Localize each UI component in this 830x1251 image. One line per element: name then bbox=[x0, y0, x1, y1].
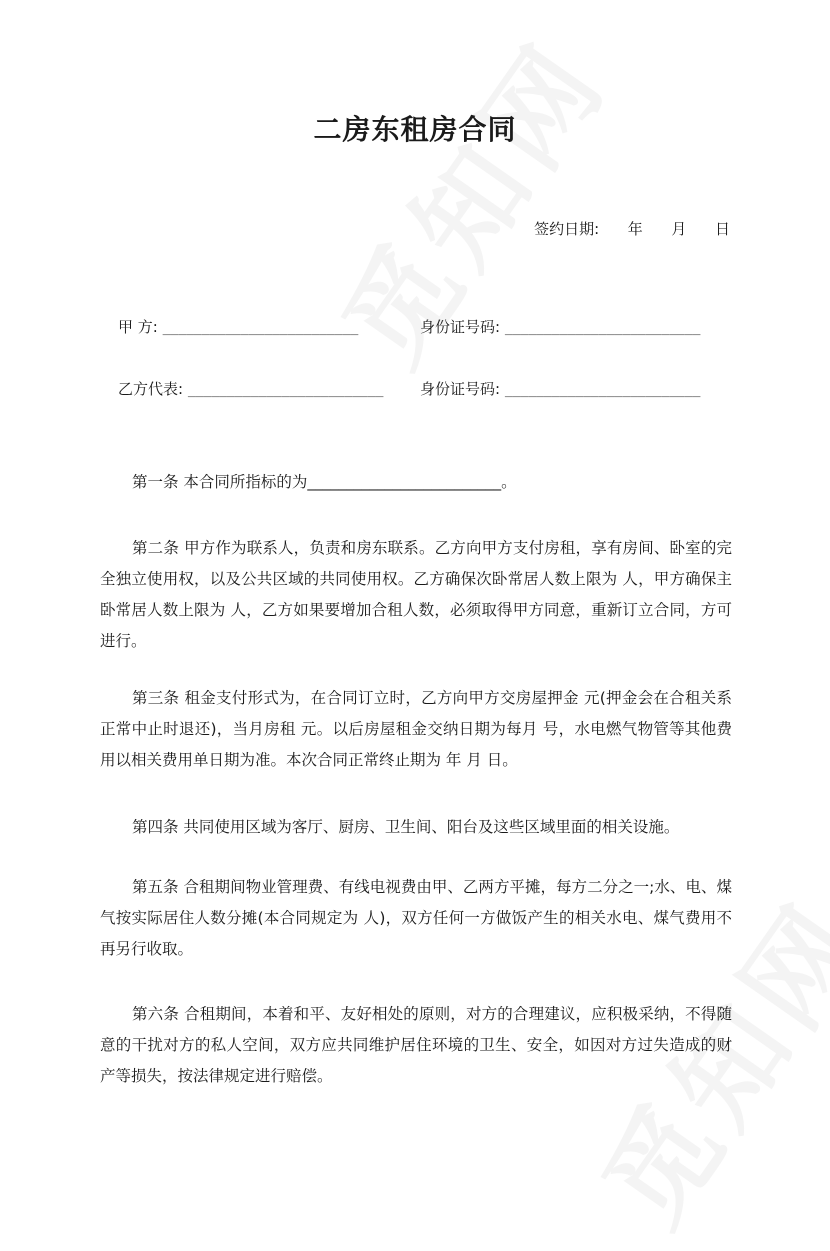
signing-date: 签约日期: 年 月 日 bbox=[534, 220, 730, 238]
party-b-id-field bbox=[420, 378, 701, 399]
clause-4: 第四条 共同使用区域为客厅、厨房、卫生间、阳台及这些区域里面的相关设施。 bbox=[132, 818, 680, 836]
party-b-label: 乙方代表: bbox=[118, 380, 184, 398]
party-b-name-blank: _________________________ bbox=[187, 383, 384, 398]
party-b-row bbox=[118, 378, 701, 399]
party-a-id-blank: _________________________ bbox=[504, 321, 701, 336]
clause-3: 第三条 租金支付形式为，在合同订立时，乙方向甲方交房屋押金 元(押金会在合租关系正常中止时退还)，当月房租 元。以后房屋租金交纳日期为每月 号，水电燃气物管等其他费用以相关费用单日期为准。本次合同正常终止期为 年 月 日。 bbox=[100, 689, 732, 769]
party-a-name-blank: _________________________ bbox=[162, 321, 359, 336]
clause-5: 第五条 合租期间物业管理费、有线电视费由甲、乙两方平摊，每方二分之一;水、电、煤气按实际居住人数分摊(本合同规定为 人)，双方任何一方做饭产生的相关水电、煤气费用不再另行收取。 bbox=[100, 878, 732, 958]
party-a-row bbox=[118, 316, 701, 337]
party-a-id-field bbox=[420, 316, 701, 337]
clause-6: 第六条 合租期间，本着和平、友好相处的原则，对方的合理建议，应积极采纳，不得随意的干扰对方的私人空间，双方应共同维护居住环境的卫生、安全，如因对方过失造成的财产等损失，按法律规定进行赔偿。 bbox=[100, 1005, 732, 1085]
clause-2: 第二条 甲方作为联系人，负责和房东联系。乙方向甲方支付房租，享有房间、卧室的完全独立使用权，以及公共区域的共同使用权。乙方确保次卧常居人数上限为 人，甲方确保主卧常居人数上限为 人，乙方如果要增加合租人数，必须取得甲方同意，重新订立合同，方可进行。 bbox=[100, 539, 732, 650]
clause-1: 第一条 本合同所指标的为_________________________。 bbox=[132, 473, 517, 491]
party-b-id-label: 身份证号码: bbox=[420, 380, 501, 398]
party-a-id-label: 身份证号码: bbox=[420, 318, 501, 336]
document-title: 二房东租房合同 bbox=[313, 113, 517, 146]
party-b-id-blank: _________________________ bbox=[504, 383, 701, 398]
party-a-label: 甲 方: bbox=[118, 318, 158, 336]
